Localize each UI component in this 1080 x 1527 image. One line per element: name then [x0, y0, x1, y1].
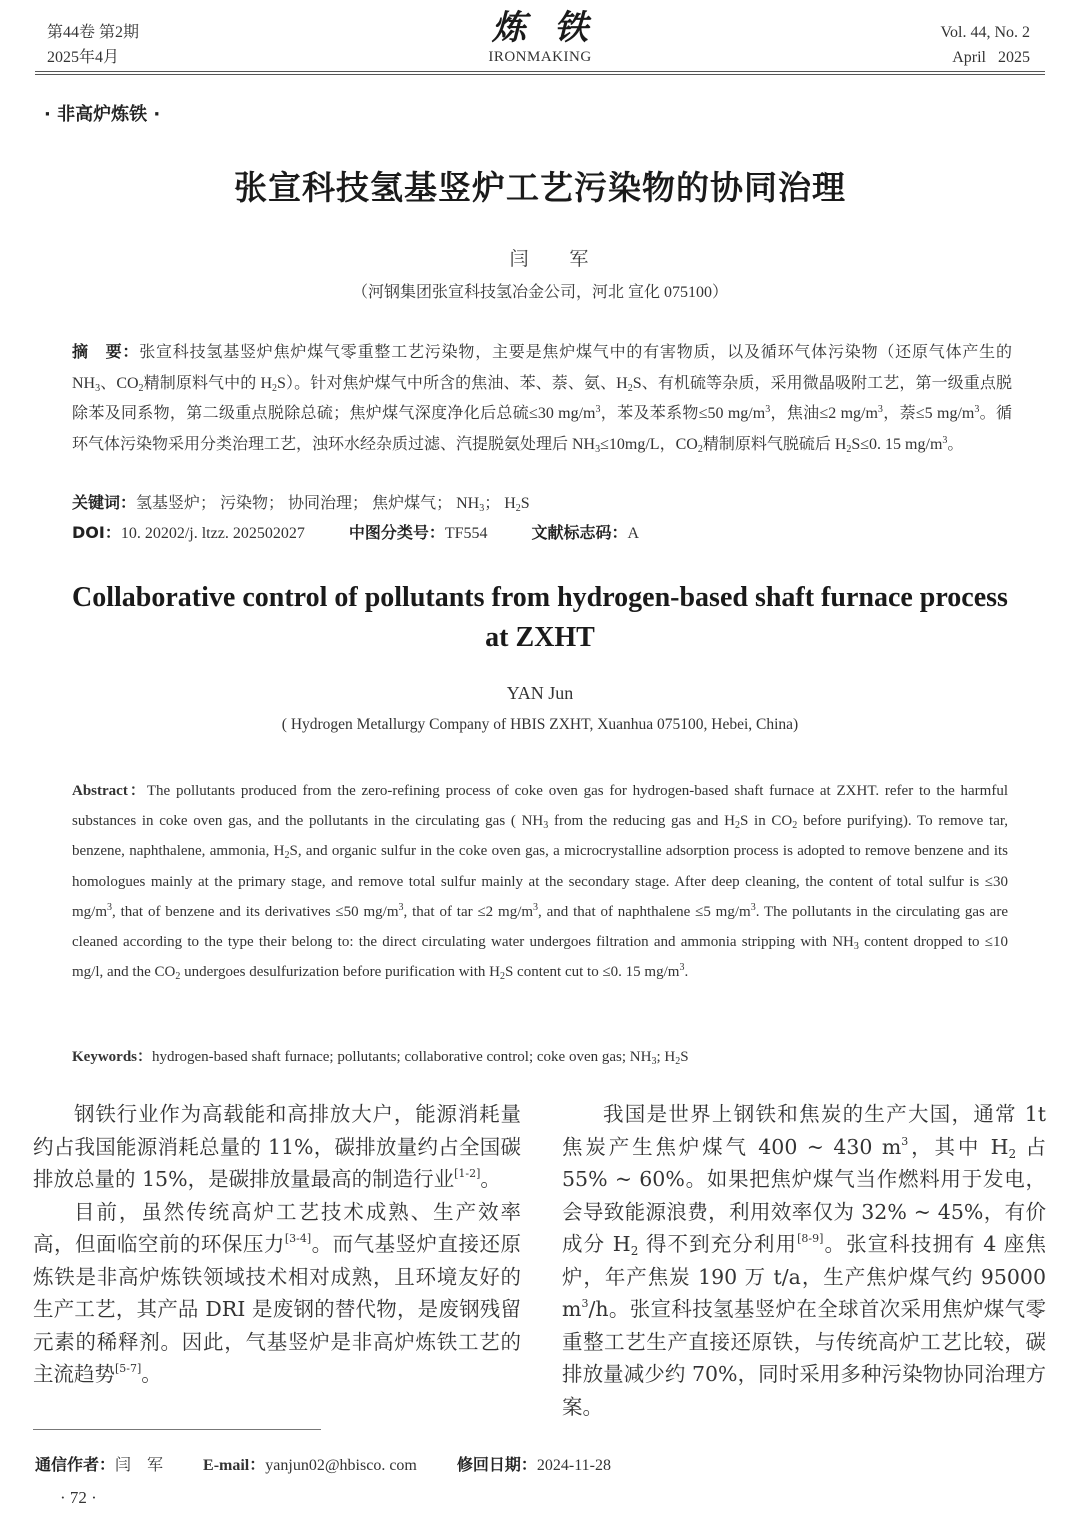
abstract-cn-text: 。: [947, 435, 964, 453]
keyword: pollutants;: [337, 1049, 405, 1065]
body-text: 得不到充分利用: [638, 1232, 798, 1256]
abstract-en-text: . The pollutants in the circulating gas are cleaned according to the type their belong to: the direct circulating water undergoes filtration and ammonia stripping with NH: [72, 903, 1008, 951]
subscript: 2: [675, 1056, 681, 1067]
author-cn: 闫 军: [509, 249, 607, 270]
author-en: YAN Jun: [506, 683, 574, 703]
superscript: 3: [398, 901, 404, 913]
subscript: 3: [853, 941, 859, 953]
abstract-cn-text: S）。针对焦炉煤气中所含的焦油、苯、萘、氨、H: [277, 374, 628, 392]
affiliation-en: ( Hydrogen Metallurgy Company of HBIS ZXHT, Xuanhua 075100, Hebei, China): [281, 716, 799, 733]
affiliation-cn: （河钢集团张宣科技氢冶金公司，河北 宣化 075100）: [351, 284, 728, 301]
subscript: 3: [651, 1056, 657, 1067]
clc-label: 中图分类号：: [348, 523, 445, 542]
keyword: H: [664, 1049, 676, 1065]
corresponding-author-value: 闫 军: [115, 1457, 164, 1474]
abstract-en-text: S, and organic sulfur in the coke oven gas, a microcrystalline adsorption process is adopted to remove benzene and its homologues mainly at the primary stage, and remove total sulfur mainly at the secondary stage. After deep cleaning, the content of total sulfur is ≤30 mg/m: [72, 843, 1008, 920]
superscript: 3: [974, 404, 980, 415]
abstract-en-text: The pollutants produced from the zero-refining process of coke oven gas for hydrogen-based shaft furnace at ZXHT. refer to the harmful substances in coke oven gas, and the pollutants in the circulating gas ( NH: [72, 783, 1008, 830]
subscript: 2: [734, 820, 740, 832]
superscript: 3: [877, 404, 883, 415]
abstract-cn-text: 。循环气体污染物采用分类治理工艺，浊环水经杂质过滤、汽提脱氨处理后 NH: [72, 405, 1012, 453]
abstract-cn-text: ，焦油≤2 mg/m: [770, 405, 878, 422]
citation: [5-7]: [115, 1362, 142, 1375]
superscript: 3: [595, 404, 601, 415]
keywords-cn-label: 关键词：: [72, 493, 137, 512]
revised-date-value: 2024-11-28: [536, 1457, 611, 1474]
subscript: 2: [515, 503, 521, 514]
citation: [1-2]: [454, 1167, 481, 1180]
date-cn: 2025年4月: [47, 49, 120, 66]
abstract-cn-text: 张宣科技氢基竖炉焦炉煤气零重整工艺污染物，主要是焦炉煤气中的有害物质，以及循环气体污染物（还原气体产生的 NH: [72, 344, 1012, 392]
citation: [3-4]: [284, 1232, 312, 1245]
keyword: NH: [629, 1049, 652, 1065]
abstract-en-text: , and that of naphthalene ≤5 mg/m: [538, 903, 751, 920]
keyword: 协同治理；: [288, 495, 369, 512]
abstract-en-label: Abstract：: [72, 783, 147, 799]
body-text: 目前，虽然传统高炉工艺技术成熟、生产效率高，但面临空前的环保压力: [33, 1199, 521, 1256]
keyword: S: [680, 1049, 689, 1065]
keyword: coke oven gas;: [536, 1049, 630, 1065]
body-text: 。而气基竖炉直接还原炼铁是非高炉炼铁领域技术相对成熟，且环境友好的生产工艺，其产品 DRI 是废钢的替代物，是废钢残留元素的稀释剂。因此，气基竖炉是非高炉炼铁工艺的主流趋势: [33, 1232, 522, 1386]
footnote: [35, 1452, 611, 1475]
body-paragraph: [33, 1196, 521, 1391]
body-text: 我国是世界上钢铁和焦炭的生产大国，通常 1t 焦炭产生焦炉煤气 400 ~ 430 m: [562, 1102, 1046, 1159]
subscript: 3: [543, 820, 549, 832]
doc-code-value: A: [627, 525, 640, 542]
title-cn: 张宣科技氢基竖炉工艺污染物的协同治理: [234, 168, 846, 207]
corresponding-author-label: 通信作者：: [35, 1455, 116, 1474]
keywords-cn: [72, 490, 530, 513]
subscript: 2: [630, 1244, 639, 1258]
subscript: 2: [272, 382, 278, 394]
keywords-en-label: Keywords：: [72, 1049, 152, 1065]
superscript: 3: [750, 901, 756, 913]
volume-issue-en: Vol. 44, No. 2: [940, 24, 1030, 41]
abstract-cn-text: ，苯及苯系物≤50 mg/m: [600, 405, 766, 422]
superscript: 3: [942, 434, 948, 446]
header-double-rule: [35, 71, 1045, 75]
volume-issue-cn: 第44卷 第2期: [47, 24, 140, 41]
abstract-cn: [72, 337, 1012, 460]
superscript: 3: [765, 404, 771, 415]
body-text: 。张宣科技拥有 4 座焦炉，年产焦炭 190 万 t/a，生产焦炉煤气约 95000 m: [562, 1232, 1046, 1321]
subscript: 2: [627, 382, 633, 394]
citation: [8-9]: [797, 1232, 824, 1245]
keyword: S: [520, 495, 530, 512]
abstract-en-text: undergoes desulfurization before purification with H: [180, 964, 500, 981]
abstract-cn-text: S≤0. 15 mg/m: [851, 435, 943, 453]
body-text: 。: [480, 1167, 501, 1191]
journal-name-en: IRONMAKING: [488, 49, 592, 65]
doi-label: DOI：: [72, 523, 121, 542]
keyword: H: [504, 495, 516, 512]
subscript: 2: [792, 820, 798, 832]
keyword: 焦炉煤气；: [372, 495, 453, 512]
running-header-right: [941, 20, 1031, 70]
subscript: 2: [1008, 1146, 1017, 1161]
footnote-rule: [33, 1429, 321, 1430]
abstract-cn-text: 精制原料气脱硫后 H: [702, 435, 847, 453]
subscript: 3: [95, 382, 101, 394]
subscript: 2: [846, 443, 852, 455]
journal-name-cn: 炼铁: [492, 8, 616, 48]
subscript: 2: [138, 382, 144, 394]
page-number: · 72 ·: [60, 1488, 97, 1507]
abstract-en-text: content dropped to ≤10 mg/l, and the CO: [72, 934, 1008, 981]
superscript: 3: [679, 962, 685, 974]
body-paragraph: [33, 1098, 521, 1196]
abstract-en-text: S in CO: [739, 813, 793, 830]
body-column-left: [33, 1098, 521, 1391]
email-label: E-mail：: [203, 1457, 266, 1474]
subscript: 2: [499, 971, 505, 983]
abstract-cn-text: ≤10mg/L，CO: [600, 435, 698, 453]
separator: ;: [656, 1049, 665, 1065]
abstract-cn-text: ，萘≤5 mg/m: [882, 405, 975, 422]
keyword: 氢基竖炉；: [136, 495, 217, 512]
subscript: 3: [595, 443, 601, 455]
abstract-cn-text: 精制原料气中的 H: [143, 374, 273, 392]
abstract-en-text: from the reducing gas and H: [548, 813, 735, 830]
column-tag: · 非高炉炼铁 ·: [44, 104, 161, 125]
subscript: 2: [175, 971, 181, 983]
subscript: 2: [284, 850, 290, 862]
date-en: April 2025: [952, 49, 1030, 66]
journal-masthead: [0, 8, 1080, 66]
abstract-en-text: S content cut to ≤0. 15 mg/m: [504, 964, 680, 981]
body-text: 占 55% ~ 60%。如果把焦炉煤气当作燃料用于发电，会导致能源浪费，利用效率仅为 32% ~ 45%，有价成分 H: [562, 1134, 1046, 1256]
keyword: 污染物；: [220, 495, 285, 512]
body-text: 钢铁行业作为高载能和高排放大户，能源消耗量约占我国能源消耗总量的 11%，碳排放量约占全国碳排放总量的 15%，是碳排放量最高的制造行业: [33, 1102, 521, 1191]
doi-value: 10. 20202/j. ltzz. 202502027: [120, 525, 305, 542]
clc-value: TF554: [444, 525, 488, 542]
body-text: 。: [141, 1362, 162, 1386]
body-text: ，其中 H: [908, 1134, 1009, 1159]
abstract-en-text: , that of tar ≤2 mg/m: [403, 903, 534, 920]
abstract-en-text: .: [684, 964, 689, 981]
email-value[interactable]: yanjun02@hbisco. com: [265, 1457, 417, 1474]
abstract-cn-label: 摘 要：: [72, 342, 140, 361]
keyword: NH: [456, 495, 480, 512]
title-en: Collaborative control of pollutants from hydrogen-based shaft furnace process at ZXHT: [72, 582, 1008, 653]
abstract-cn-text: 、CO: [100, 374, 139, 392]
revised-date-label: 修回日期：: [456, 1455, 537, 1474]
subscript: 3: [479, 503, 485, 514]
body-column-right: [562, 1098, 1046, 1423]
superscript: 3: [107, 901, 113, 913]
body-paragraph: [562, 1098, 1046, 1423]
abstract-cn-text: S、有机硫等杂质，采用微晶吸附工艺，第一级重点脱除苯及同系物，第二级重点脱除总硫；焦炉煤气深度净化后总硫≤30 mg/m: [72, 374, 1012, 422]
body-text: /h。张宣科技氢基竖炉在全球首次采用焦炉煤气零重整工艺生产直接还原铁，与传统高炉工艺比较，碳排放量减少约 70%，同时采用多种污染物协同治理方案。: [562, 1297, 1046, 1419]
abstract-en-text: before purifying). To remove tar, benzene, naphthalene, ammonia, H: [72, 813, 1008, 860]
superscript: 3: [533, 901, 539, 913]
keywords-en: [72, 1045, 689, 1066]
superscript: 3: [581, 1297, 589, 1310]
doc-code-label: 文献标志码：: [531, 523, 628, 542]
abstract-en: [72, 776, 1008, 987]
keyword: hydrogen-based shaft furnace;: [152, 1049, 338, 1065]
doi-line: [72, 520, 639, 543]
separator: ；: [484, 495, 501, 512]
abstract-en-text: , that of benzene and its derivatives ≤50 mg/m: [112, 903, 399, 920]
keyword: collaborative control;: [404, 1049, 537, 1065]
subscript: 2: [697, 443, 703, 455]
superscript: 3: [901, 1134, 909, 1148]
